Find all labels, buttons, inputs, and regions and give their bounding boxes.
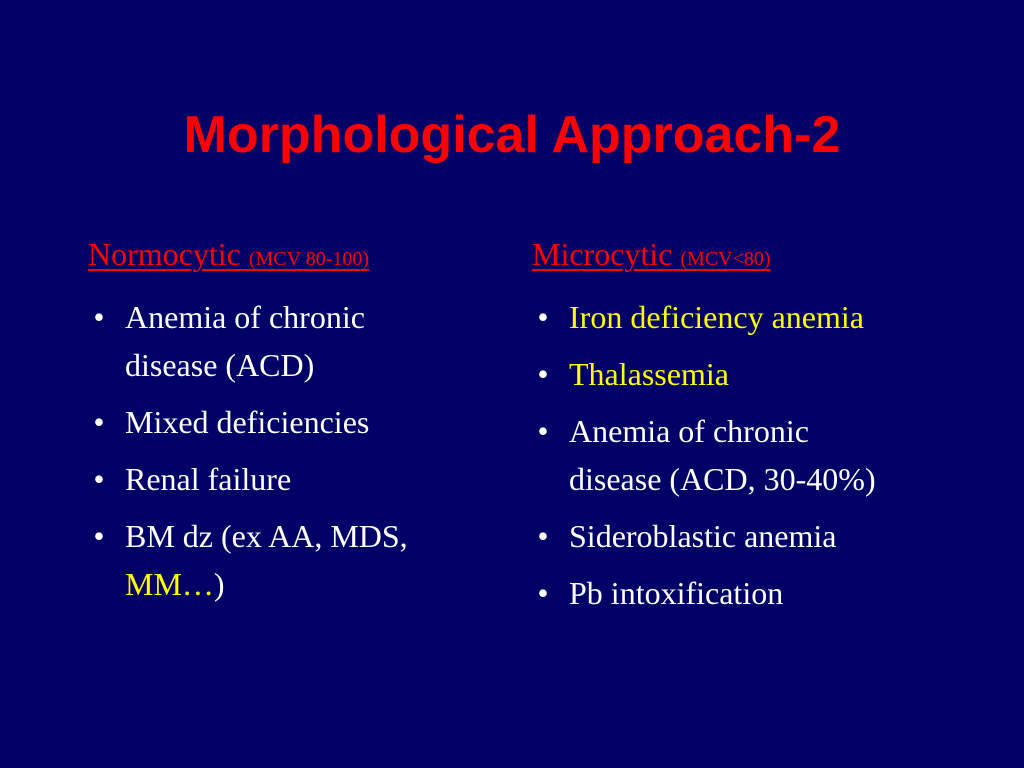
- bullet-icon: •: [93, 461, 105, 497]
- bullet-icon: •: [537, 356, 549, 392]
- bullet-icon: •: [93, 404, 105, 440]
- bullet-icon: •: [93, 518, 105, 554]
- microcytic-column: [532, 234, 1002, 626]
- microcytic-heading: [532, 234, 1002, 279]
- list-item-highlight: MM…: [125, 566, 214, 602]
- list-item-text-continued: disease (ACD): [125, 347, 315, 383]
- list-item: [532, 512, 1002, 560]
- bullet-icon: •: [537, 518, 549, 554]
- list-item-text: Anemia of chronic: [125, 299, 365, 335]
- list-item-text: Iron deficiency anemia: [569, 299, 864, 335]
- list-item: [532, 293, 1002, 341]
- normocytic-heading-label: Normocytic: [88, 236, 241, 272]
- normocytic-column: [88, 234, 508, 617]
- list-item-text: Anemia of chronic: [569, 413, 809, 449]
- list-item-text: Renal failure: [125, 461, 292, 497]
- bullet-icon: •: [93, 299, 105, 335]
- list-item: [532, 407, 1002, 503]
- list-item-text: Mixed deficiencies: [125, 404, 370, 440]
- list-item: [532, 569, 1002, 617]
- list-item: [88, 455, 508, 503]
- list-item-tail: ): [213, 566, 225, 602]
- normocytic-heading: [88, 234, 508, 279]
- list-item-text: BM dz (ex AA, MDS,: [125, 518, 408, 554]
- bullet-icon: •: [537, 575, 549, 611]
- list-item: [88, 398, 508, 446]
- list-item-text: Thalassemia: [569, 356, 729, 392]
- normocytic-heading-range: (MCV 80-100): [248, 248, 370, 270]
- list-item: [88, 293, 508, 389]
- slide-title: Morphological Approach-2: [183, 106, 841, 164]
- bullet-icon: •: [537, 413, 549, 449]
- list-item-text: Sideroblastic anemia: [569, 518, 837, 554]
- list-item: [532, 350, 1002, 398]
- list-item-text: Pb intoxification: [569, 575, 784, 611]
- list-item-text-continued: disease (ACD, 30-40%): [569, 461, 876, 497]
- microcytic-heading-label: Microcytic: [532, 236, 673, 272]
- microcytic-list: [532, 293, 1002, 617]
- normocytic-list: [88, 293, 508, 608]
- bullet-icon: •: [537, 299, 549, 335]
- microcytic-heading-range: (MCV<80): [680, 248, 771, 270]
- list-item: [88, 512, 508, 608]
